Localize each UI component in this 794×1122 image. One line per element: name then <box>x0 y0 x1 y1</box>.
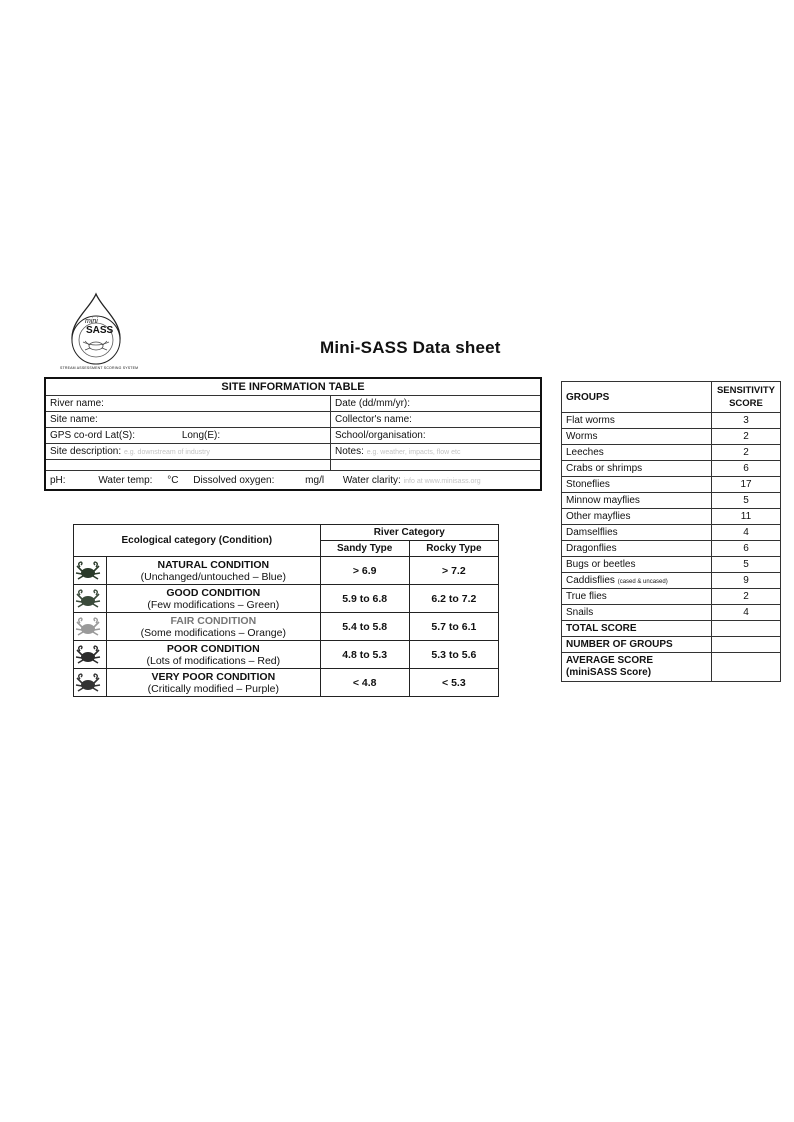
average-score-line2: (miniSASS Score) <box>566 667 652 678</box>
group-row[interactable] <box>562 493 781 509</box>
site-name-field[interactable]: Site name: <box>45 412 331 428</box>
condition-name: FAIR CONDITION <box>170 614 257 627</box>
eco-category-row <box>74 557 499 585</box>
group-score: 2 <box>712 445 781 461</box>
group-name <box>562 589 712 605</box>
group-name <box>562 525 712 541</box>
group-name <box>562 445 712 461</box>
condition-cell <box>107 669 321 697</box>
group-row[interactable] <box>562 429 781 445</box>
blank-cell[interactable] <box>45 460 331 471</box>
clarity-hint: info at www.minisass.org <box>403 477 481 485</box>
gps-field[interactable] <box>45 428 331 444</box>
group-name <box>562 509 712 525</box>
blank-cell[interactable] <box>331 460 542 471</box>
group-label: Leeches <box>566 447 604 458</box>
group-row[interactable] <box>562 413 781 429</box>
group-row[interactable] <box>562 573 781 589</box>
groups-score-table <box>561 381 781 682</box>
group-label: Dragonflies <box>566 543 617 554</box>
group-label: Caddisflies <box>566 575 615 586</box>
rocky-value: 6.2 to 7.2 <box>409 585 498 613</box>
group-name <box>562 413 712 429</box>
group-note: (cased & uncased) <box>617 579 668 585</box>
logo-ring-text: STREAM ASSESSMENT SCORING SYSTEM <box>60 366 139 370</box>
rocky-value: 5.3 to 5.6 <box>409 641 498 669</box>
group-row[interactable] <box>562 541 781 557</box>
total-score-cell[interactable] <box>712 621 781 637</box>
group-row[interactable] <box>562 589 781 605</box>
rocky-value: < 5.3 <box>409 669 498 697</box>
condition-description: (Unchanged/untouched – Blue) <box>140 570 286 583</box>
site-table-heading: SITE INFORMATION TABLE <box>45 378 541 396</box>
logo-sass-text: SASS <box>86 325 114 336</box>
condition-cell <box>107 557 321 585</box>
group-label: Flat worms <box>566 415 615 426</box>
group-score: 4 <box>712 525 781 541</box>
condition-cell <box>107 641 321 669</box>
rocky-value: 5.7 to 6.1 <box>409 613 498 641</box>
eco-condition-header: Ecological category (Condition) <box>74 525 321 557</box>
group-row[interactable] <box>562 477 781 493</box>
condition-description: (Lots of modifications – Red) <box>146 654 281 667</box>
group-label: Worms <box>566 431 598 442</box>
site-description-field[interactable] <box>45 444 331 460</box>
group-name <box>562 429 712 445</box>
river-name-field[interactable]: River name: <box>45 396 331 412</box>
school-field[interactable]: School/organisation: <box>331 428 542 444</box>
sensitivity-score-header <box>712 382 781 413</box>
average-score-label <box>562 653 712 682</box>
condition-cell <box>107 585 321 613</box>
group-name <box>562 573 712 589</box>
condition-description: (Critically modified – Purple) <box>147 682 279 695</box>
eco-category-row <box>74 641 499 669</box>
group-row[interactable] <box>562 557 781 573</box>
river-category-header: River Category <box>320 525 498 541</box>
condition-name: POOR CONDITION <box>166 642 260 655</box>
group-score: 6 <box>712 541 781 557</box>
water-temp-label: Water temp: <box>98 474 153 486</box>
group-row[interactable] <box>562 525 781 541</box>
group-label: Snails <box>566 607 594 618</box>
eco-category-row <box>74 585 499 613</box>
group-label: Damselflies <box>566 527 618 538</box>
sensitivity-header-line1: SENSITIVITY <box>716 385 776 396</box>
notes-label: Notes: <box>335 446 364 457</box>
group-row[interactable] <box>562 509 781 525</box>
oxygen-label: Dissolved oxygen: <box>193 474 275 486</box>
group-name <box>562 461 712 477</box>
condition-name: GOOD CONDITION <box>166 586 261 599</box>
rocky-type-header: Rocky Type <box>409 541 498 557</box>
groups-header: GROUPS <box>562 382 712 413</box>
group-label: Bugs or beetles <box>566 559 636 570</box>
group-row[interactable] <box>562 605 781 621</box>
group-score: 4 <box>712 605 781 621</box>
group-name <box>562 541 712 557</box>
condition-description: (Few modifications – Green) <box>147 598 280 611</box>
ph-label: pH: <box>50 474 66 486</box>
group-row[interactable] <box>562 445 781 461</box>
group-name <box>562 477 712 493</box>
clarity-label: Water clarity: <box>342 474 401 486</box>
group-score: 3 <box>712 413 781 429</box>
minisass-logo <box>58 290 148 376</box>
notes-field[interactable] <box>331 444 542 460</box>
sandy-type-header: Sandy Type <box>320 541 409 557</box>
logo-mini-text: mini <box>85 318 98 325</box>
group-name <box>562 557 712 573</box>
sandy-value: 5.9 to 6.8 <box>320 585 409 613</box>
group-row[interactable] <box>562 461 781 477</box>
crab-icon <box>74 585 107 613</box>
condition-description: (Some modifications – Orange) <box>140 626 286 639</box>
site-information-table <box>44 377 542 491</box>
temp-unit-label: °C <box>167 474 179 486</box>
page-title: Mini-SASS Data sheet <box>320 338 501 357</box>
measurements-row[interactable] <box>45 471 541 491</box>
condition-name: VERY POOR CONDITION <box>151 670 276 683</box>
condition-cell <box>107 613 321 641</box>
group-score: 11 <box>712 509 781 525</box>
group-score: 5 <box>712 557 781 573</box>
average-score-cell[interactable] <box>712 653 781 682</box>
number-of-groups-label: NUMBER OF GROUPS <box>562 637 712 653</box>
group-score: 17 <box>712 477 781 493</box>
sandy-value: 5.4 to 5.8 <box>320 613 409 641</box>
total-score-label: TOTAL SCORE <box>562 621 712 637</box>
sandy-value: < 4.8 <box>320 669 409 697</box>
group-name <box>562 605 712 621</box>
crab-icon <box>74 613 107 641</box>
condition-name: NATURAL CONDITION <box>157 558 270 571</box>
group-score: 2 <box>712 429 781 445</box>
gps-long-label: Long(E): <box>181 430 221 441</box>
crab-icon <box>74 641 107 669</box>
group-label: Crabs or shrimps <box>566 463 643 474</box>
eco-category-row <box>74 613 499 641</box>
average-score-line1: AVERAGE SCORE <box>566 655 654 666</box>
eco-category-row <box>74 669 499 697</box>
group-label: True flies <box>566 591 607 602</box>
group-name <box>562 493 712 509</box>
collector-name-field[interactable]: Collector's name: <box>331 412 542 428</box>
group-label: Stoneflies <box>566 479 610 490</box>
rocky-value: > 7.2 <box>409 557 498 585</box>
number-of-groups-cell[interactable] <box>712 637 781 653</box>
date-field[interactable]: Date (dd/mm/yr): <box>331 396 542 412</box>
site-description-hint: e.g. downstream of industry <box>123 449 210 456</box>
sandy-value: > 6.9 <box>320 557 409 585</box>
oxygen-unit-label: mg/l <box>305 474 325 486</box>
group-label: Minnow mayflies <box>566 495 640 506</box>
crab-icon <box>74 669 107 697</box>
group-label: Other mayflies <box>566 511 631 522</box>
notes-hint: e.g. weather, impacts, flow etc <box>366 449 461 456</box>
site-description-label: Site description: <box>50 446 122 457</box>
ecological-category-table <box>73 524 499 697</box>
gps-lat-label: GPS co-ord Lat(S): <box>50 430 136 441</box>
group-score: 5 <box>712 493 781 509</box>
sensitivity-header-line2: SCORE <box>729 398 763 409</box>
group-score: 6 <box>712 461 781 477</box>
group-score: 9 <box>712 573 781 589</box>
crab-icon <box>74 557 107 585</box>
sandy-value: 4.8 to 5.3 <box>320 641 409 669</box>
group-score: 2 <box>712 589 781 605</box>
